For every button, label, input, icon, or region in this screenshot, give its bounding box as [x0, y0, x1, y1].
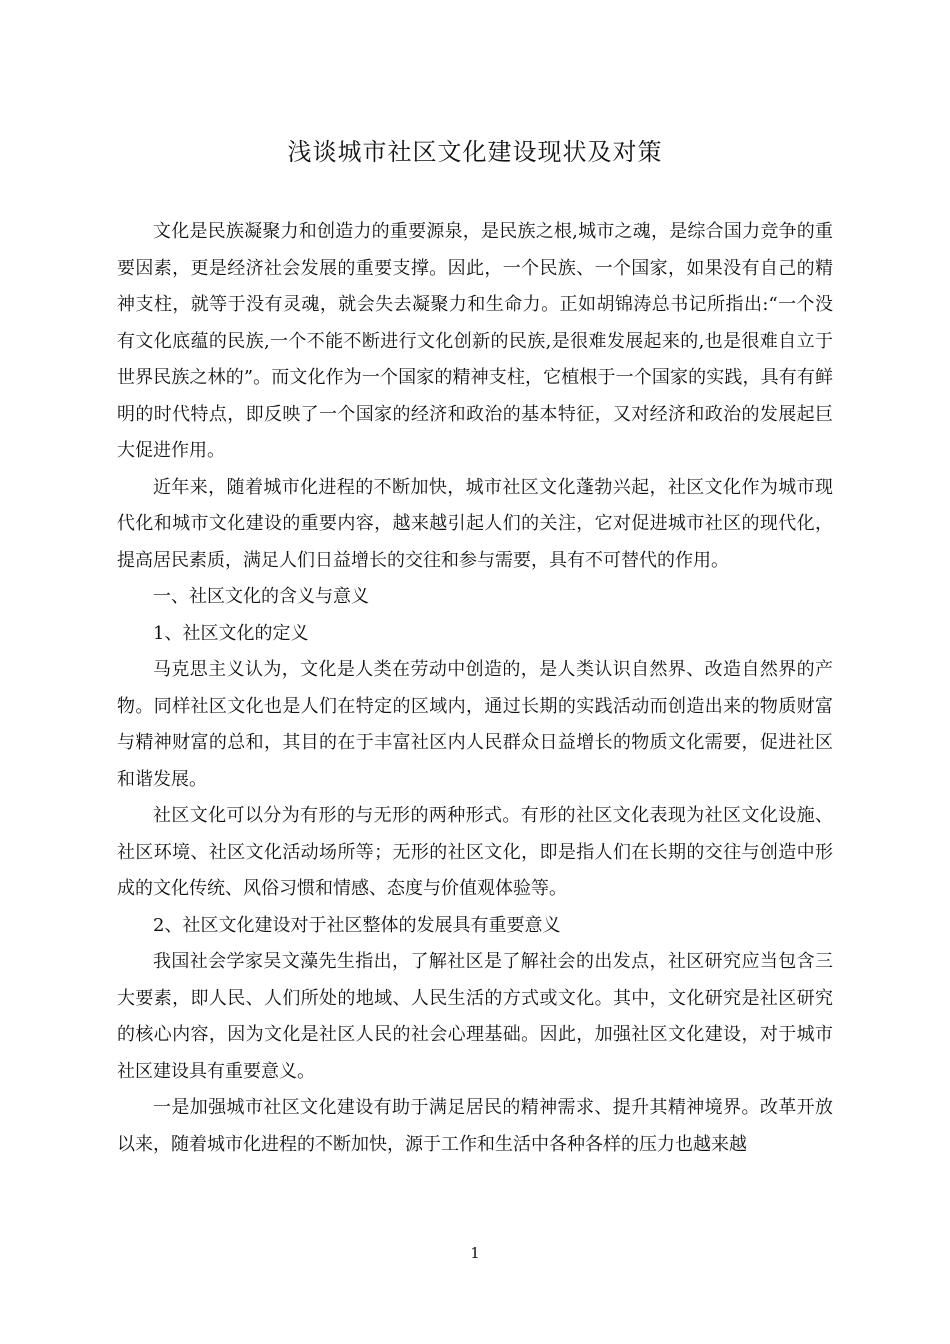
paragraph-intro-culture: 文化是民族凝聚力和创造力的重要源泉，是民族之根,城市之魂，是综合国力竞争的重要因素，更是经济社会发展的重要支撑。因此，一个民族、一个国家，如果没有自己的精神支柱，就等于没有灵魂，就会失去凝聚力和生命力。正如胡锦涛总书记所指出:“一个没有文化底蕴的民族,一个不能不断进行文化创新的民族,是很难发展起来的,也是很难自立于世界民族之林的”。而文化作为一个国家的精神支柱，它植根于一个国家的实践，具有有鲜明的时代特点，即反映了一个国家的经济和政治的基本特征，又对经济和政治的发展起巨大促进作用。 — [117, 221, 833, 461]
paragraph-spiritual-needs: 一是加强城市社区文化建设有助于满足居民的精神需求、提升其精神境界。改革开放以来，随着城市化进程的不断加快，源于工作和生活中各种各样的压力也越来越 — [117, 1097, 833, 1155]
subsection-heading-1-1: 1、社区文化的定义 — [153, 622, 309, 644]
paragraph-urbanization: 近年来，随着城市化进程的不断加快，城市社区文化蓬勃兴起，社区文化作为城市现代化和城市文化建设的重要内容，越来越引起人们的关注，它对促进城市社区的现代化，提高居民素质，满足人们日益增长的交往和参与需要，具有不可替代的作用。 — [117, 476, 833, 571]
document-title: 浅谈城市社区文化建设现状及对策 — [287, 138, 663, 166]
paragraph-marxism-definition: 马克思主义认为，文化是人类在劳动中创造的，是人类认识自然界、改造自然界的产物。同样社区文化也是人们在特定的区域内，通过长期的实践活动而创造出来的物质财富与精神财富的总和，其目的在于丰富社区内人民群众日益增长的物质文化需要，促进社区和谐发展。 — [117, 659, 833, 790]
page-number: 1 — [470, 1244, 480, 1262]
subsection-heading-1-2: 2、社区文化建设对于社区整体的发展具有重要意义 — [153, 914, 561, 936]
paragraph-forms-of-culture: 社区文化可以分为有形的与无形的两种形式。有形的社区文化表现为社区文化设施、社区环境、社区文化活动场所等；无形的社区文化，即是指人们在长期的交往与创造中形成的文化传统、风俗习惯和情感、态度与价值观体验等。 — [117, 805, 833, 899]
section-heading-1: 一、社区文化的含义与意义 — [153, 586, 369, 607]
paragraph-wu-wenzao: 我国社会学家吴文藻先生指出，了解社区是了解社会的出发点，社区研究应当包含三大要素，即人民、人们所处的地域、人民生活的方式或文化。其中，文化研究是社区研究的核心内容，因为文化是社区人民的社会心理基础。因此，加强社区文化建设，对于城市社区建设具有重要意义。 — [117, 951, 833, 1082]
document-body — [117, 214, 833, 1163]
